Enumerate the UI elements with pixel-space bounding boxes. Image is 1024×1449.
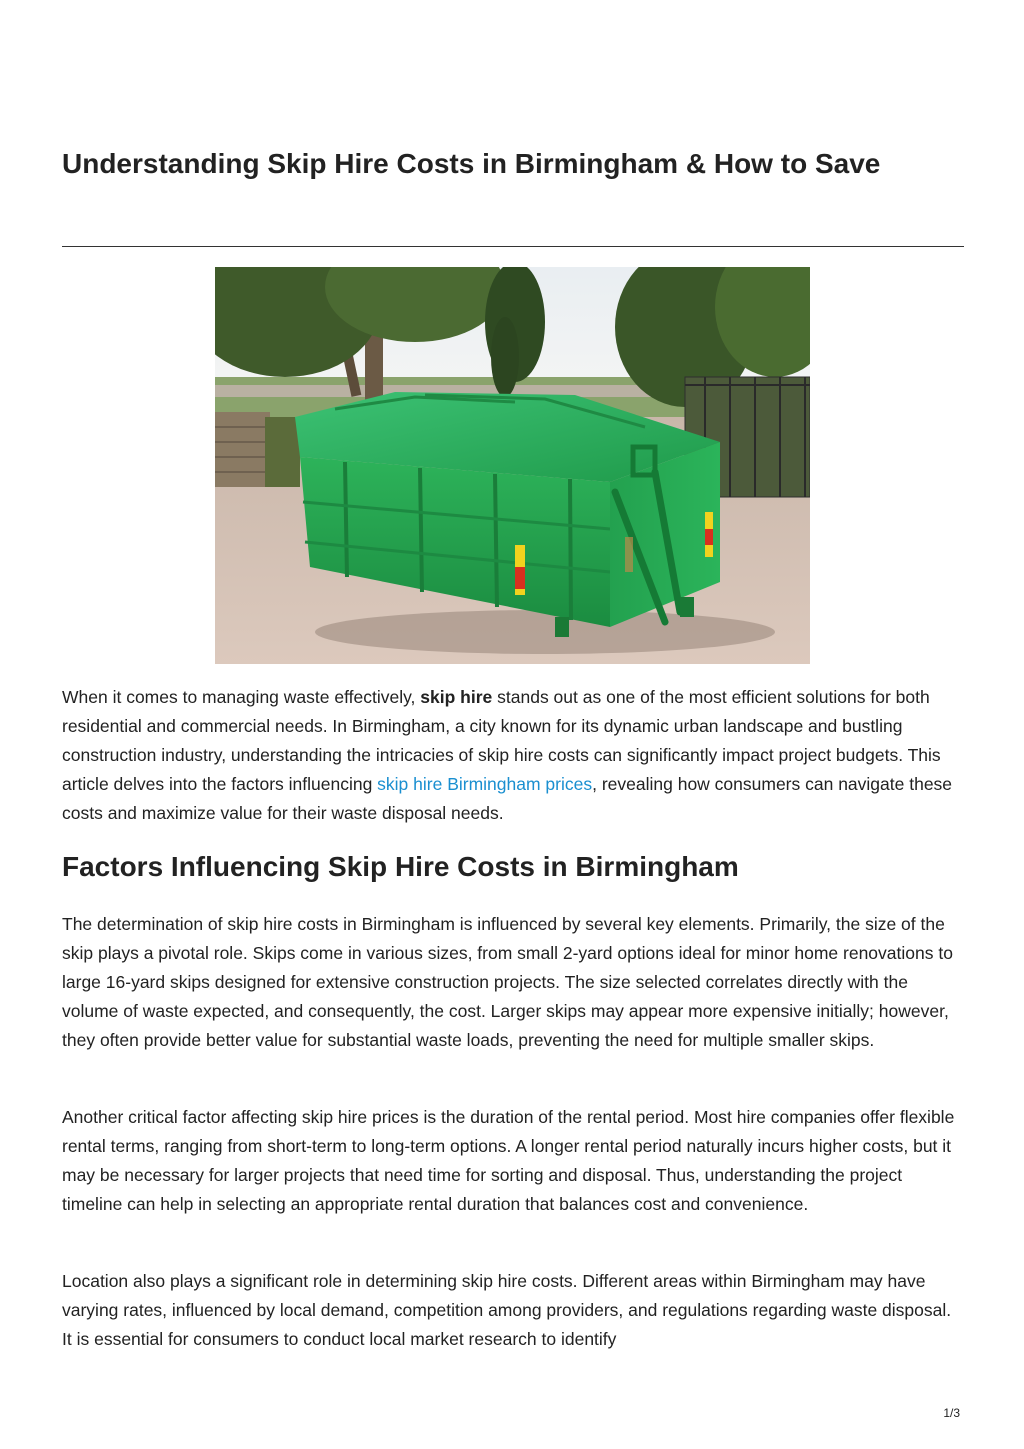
intro-bold-term: skip hire [420, 687, 493, 707]
hero-image [215, 267, 810, 664]
intro-text-start: When it comes to managing waste effectively, [62, 687, 421, 707]
skip-hire-prices-link[interactable]: skip hire Birmingham prices [377, 774, 593, 794]
title-divider [62, 246, 964, 247]
intro-text-end: , revealing how consumers can navigate these costs and maximize value for their waste disposal needs. [62, 774, 953, 823]
intro-text-middle: stands out as one of the most efficient solutions for both residential and commercial needs. In Birmingham, a city known for its dynamic urban landscape and bustling construction industry, understanding the intricacies of skip hire costs can significantly impact project budgets. This article delves into the factors influencing [62, 687, 941, 794]
intro-paragraph [62, 683, 964, 828]
body-paragraph: Location also plays a significant role in determining skip hire costs. Different areas within Birmingham may have varying rates, influenced by local demand, competition among providers, and regulations regarding waste disposal. It is essential for consumers to conduct local market research to identify [62, 1271, 952, 1349]
body-paragraph: Another critical factor affecting skip hire prices is the duration of the rental period. Most hire companies offer flexible rental terms, ranging from short-term to long-term options. A longer rental period naturally incurs higher costs, but it may be necessary for larger projects that need time for sorting and disposal. Thus, understanding the project timeline can help in selecting an appropriate rental duration that balances cost and convenience. [62, 1107, 955, 1214]
page-number: 1/3 [943, 1406, 960, 1420]
skip-photo-illustration [215, 267, 810, 664]
section-heading: Factors Influencing Skip Hire Costs in Birmingham [62, 851, 739, 882]
article-title: Understanding Skip Hire Costs in Birmingham & How to Save [62, 148, 881, 179]
body-paragraph: The determination of skip hire costs in Birmingham is influenced by several key elements. Primarily, the size of the skip plays a pivotal role. Skips come in various sizes, from small 2-yard options ideal for minor home renovations to large 16-yard skips designed for extensive construction projects. The size selected correlates directly with the volume of waste expected, and consequently, the cost. Larger skips may appear more expensive initially; however, they often provide better value for substantial waste loads, preventing the need for multiple smaller skips. [62, 914, 953, 1050]
